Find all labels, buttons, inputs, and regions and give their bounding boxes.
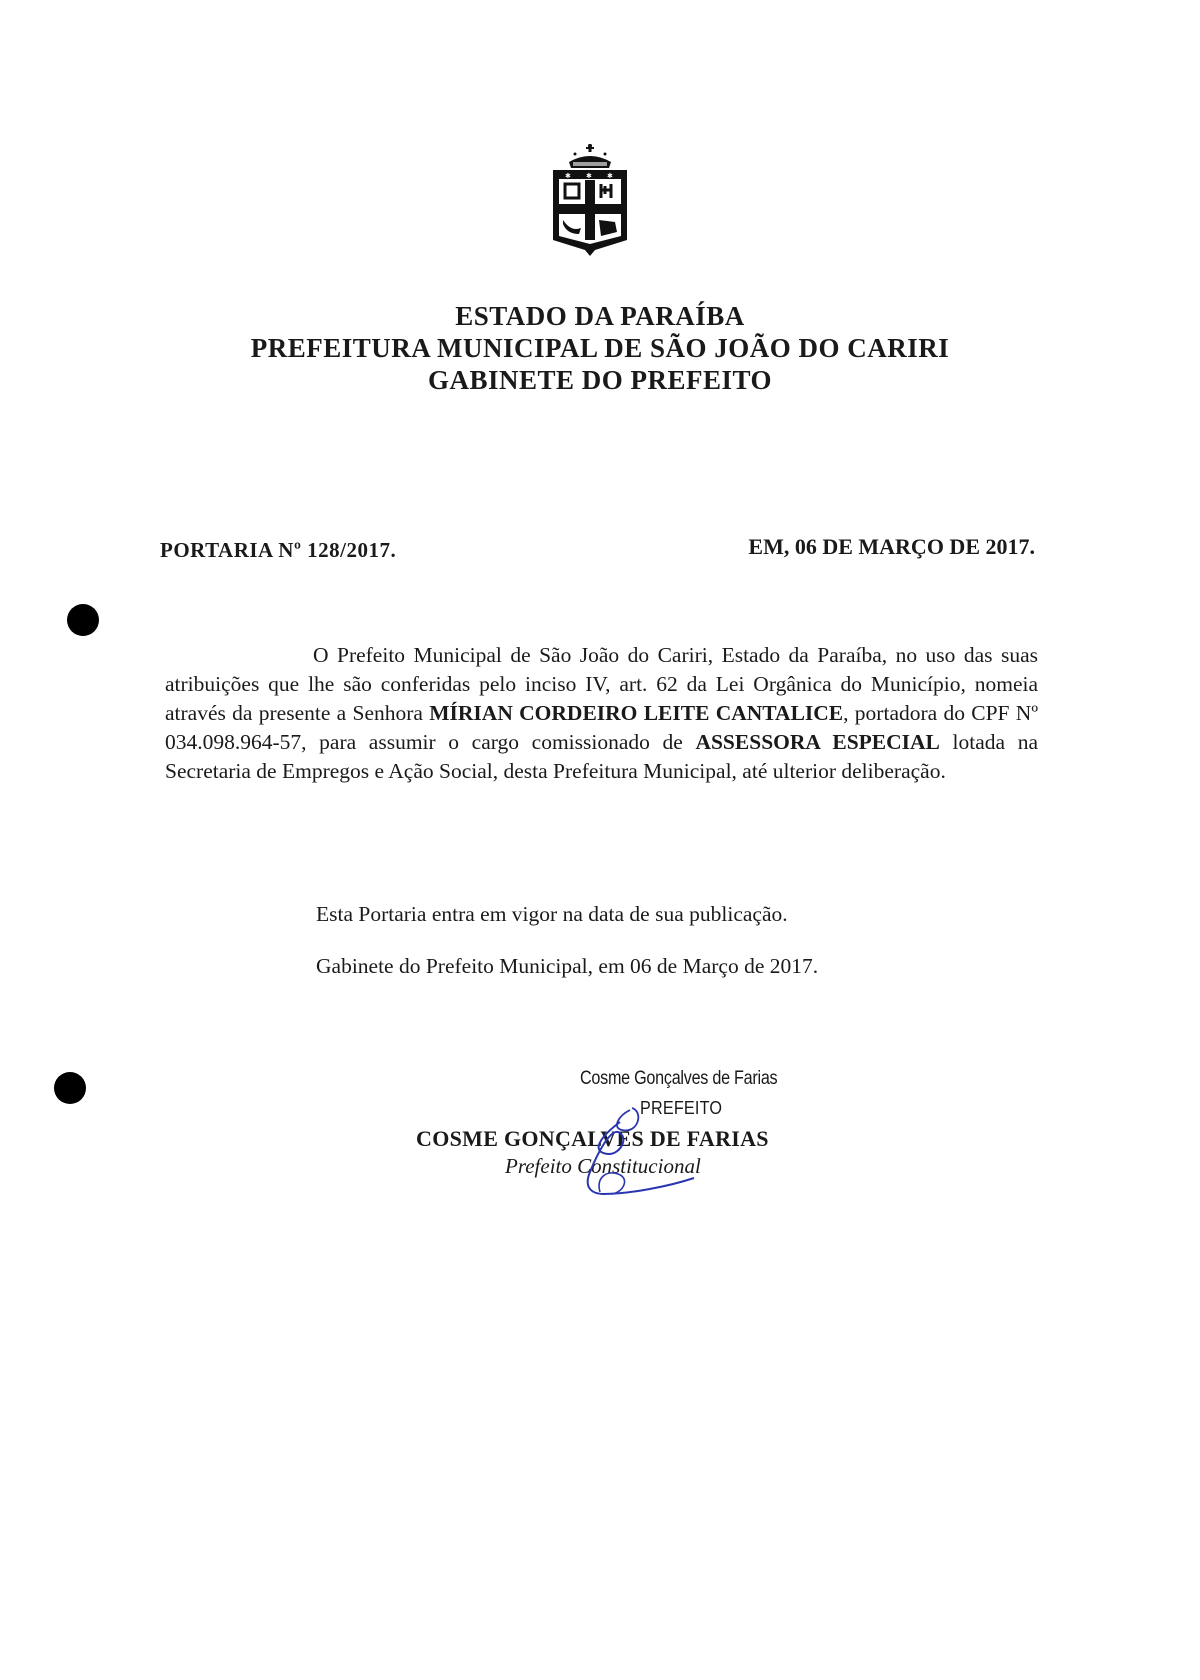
header-prefeitura: PREFEITURA MUNICIPAL DE SÃO JOÃO DO CARIRI (250, 333, 950, 363)
punch-hole (54, 1072, 86, 1104)
stamp-title: PREFEITO (640, 1098, 723, 1118)
appointee-name: MÍRIAN CORDEIRO LEITE CANTALICE (429, 701, 844, 725)
body-text: lotada na Secretaria de Empregos e Ação Social, desta Prefeitura Municipal, até ulterior deliberação. (165, 730, 1038, 783)
portaria-date: EM, 06 DE MARÇO DE 2017. (748, 534, 1035, 559)
gabinete-date-line: Gabinete do Prefeito Municipal, em 06 de Março de 2017. (316, 954, 819, 978)
vigor-statement: Esta Portaria entra em vigor na data de sua publicação. (316, 902, 788, 926)
body-paragraph (165, 641, 1038, 786)
body-text: O Prefeito Municipal de São João do Cariri, Estado da Paraíba, no uso das suas atribuições que lhe são conferidas pelo inciso IV, art. 62 da Lei Orgânica do Município, nomeia através da presente a Senhora (165, 643, 1038, 725)
document-header (0, 300, 1200, 396)
signatory-role: Prefeito Constitucional (505, 1154, 701, 1178)
portaria-number: PORTARIA Nº 128/2017. (160, 538, 397, 562)
signatory-name: COSME GONÇALVES DE FARIAS (416, 1126, 769, 1151)
header-gabinete: GABINETE DO PREFEITO (427, 365, 773, 395)
body-text: , portadora do CPF Nº 034.098.964-57, para assumir o cargo comissionado de (165, 701, 1038, 754)
stamp-name: Cosme Gonçalves de Farias (580, 1068, 778, 1089)
header-state: ESTADO DA PARAÍBA (455, 301, 745, 331)
svg-text:✱: ✱ (607, 172, 613, 180)
svg-text:✱: ✱ (565, 172, 571, 180)
coat-of-arms-icon (545, 140, 635, 260)
appointed-role: ASSESSORA ESPECIAL (695, 730, 940, 754)
punch-hole (67, 604, 99, 636)
svg-text:✱: ✱ (586, 172, 592, 180)
